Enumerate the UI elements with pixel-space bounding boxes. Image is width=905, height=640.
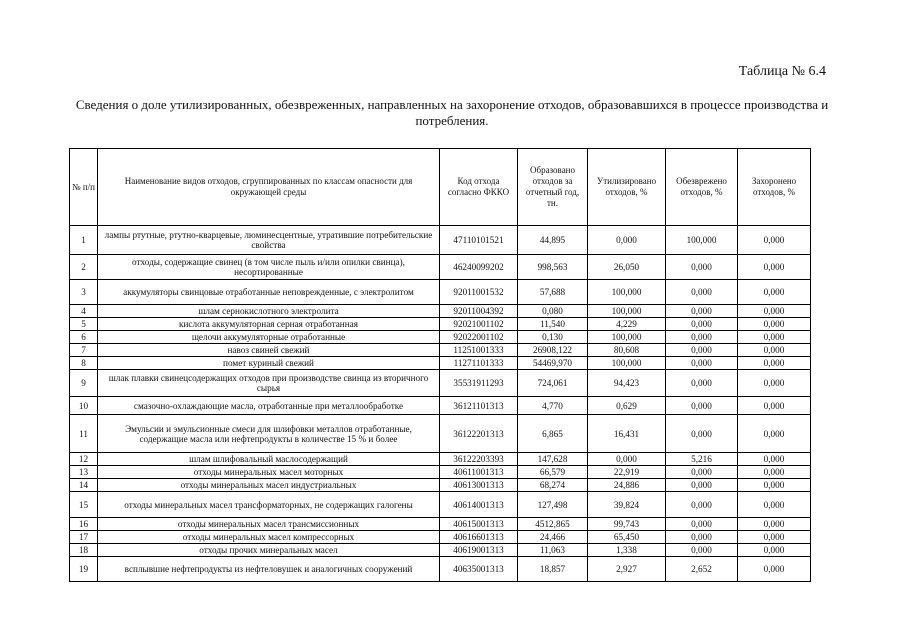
table-row xyxy=(70,544,811,557)
formed-amount: 0,080 xyxy=(518,305,588,318)
waste-code: 40613001313 xyxy=(440,479,518,492)
row-number: 15 xyxy=(70,492,98,518)
utilized-percent: 1,338 xyxy=(588,544,666,557)
row-number: 1 xyxy=(70,226,98,255)
formed-amount: 66,579 xyxy=(518,466,588,479)
utilized-percent: 100,000 xyxy=(588,331,666,344)
buried-percent: 0,000 xyxy=(738,557,811,582)
waste-name: шлам шлифовальный маслосодержащий xyxy=(98,453,440,466)
table-row xyxy=(70,479,811,492)
waste-code: 36121101313 xyxy=(440,397,518,415)
buried-percent: 0,000 xyxy=(738,492,811,518)
row-number: 7 xyxy=(70,344,98,357)
table-row xyxy=(70,344,811,357)
header-cell: Наименование видов отходов, сгруппированных по классам опасности для окружающей среды xyxy=(98,149,440,226)
formed-amount: 11,063 xyxy=(518,544,588,557)
buried-percent: 0,000 xyxy=(738,255,811,280)
formed-amount: 147,628 xyxy=(518,453,588,466)
neutralized-percent: 0,000 xyxy=(666,518,738,531)
neutralized-percent: 0,000 xyxy=(666,305,738,318)
waste-name: отходы минеральных масел трансмиссионных xyxy=(98,518,440,531)
buried-percent: 0,000 xyxy=(738,466,811,479)
waste-code: 46240099202 xyxy=(440,255,518,280)
utilized-percent: 4,229 xyxy=(588,318,666,331)
neutralized-percent: 0,000 xyxy=(666,479,738,492)
neutralized-percent: 2,652 xyxy=(666,557,738,582)
row-number: 18 xyxy=(70,544,98,557)
formed-amount: 11,540 xyxy=(518,318,588,331)
waste-name: отходы, содержащие свинец (в том числе пыль и/или опилки свинца), несортированные xyxy=(98,255,440,280)
neutralized-percent: 0,000 xyxy=(666,415,738,453)
waste-name: отходы минеральных масел компрессорных xyxy=(98,531,440,544)
table-row xyxy=(70,492,811,518)
waste-table xyxy=(69,148,811,582)
buried-percent: 0,000 xyxy=(738,357,811,370)
utilized-percent: 65,450 xyxy=(588,531,666,544)
table-title: Сведения о доле утилизированных, обезвреженных, направленных на захоронение отходов, образовавшихся в процессе производства и потребления. xyxy=(75,97,829,128)
row-number: 5 xyxy=(70,318,98,331)
waste-code: 40635001313 xyxy=(440,557,518,582)
waste-code: 92022001102 xyxy=(440,331,518,344)
buried-percent: 0,000 xyxy=(738,305,811,318)
waste-code: 11271101333 xyxy=(440,357,518,370)
table-row xyxy=(70,318,811,331)
header-cell: Обезврежено отходов, % xyxy=(666,149,738,226)
neutralized-percent: 0,000 xyxy=(666,397,738,415)
table-row xyxy=(70,466,811,479)
utilized-percent: 22,919 xyxy=(588,466,666,479)
utilized-percent: 100,000 xyxy=(588,280,666,305)
row-number: 4 xyxy=(70,305,98,318)
table-number-label: Таблица № 6.4 xyxy=(738,64,826,79)
header-cell: Захоронено отходов, % xyxy=(738,149,811,226)
waste-name: шлак плавки свинецсодержащих отходов при производстве свинца из вторичного сырья xyxy=(98,370,440,397)
utilized-percent: 0,000 xyxy=(588,453,666,466)
table-row xyxy=(70,226,811,255)
neutralized-percent: 100,000 xyxy=(666,226,738,255)
waste-code: 92011001532 xyxy=(440,280,518,305)
buried-percent: 0,000 xyxy=(738,397,811,415)
formed-amount: 998,563 xyxy=(518,255,588,280)
utilized-percent: 16,431 xyxy=(588,415,666,453)
formed-amount: 54469,970 xyxy=(518,357,588,370)
buried-percent: 0,000 xyxy=(738,453,811,466)
waste-code: 40619001313 xyxy=(440,544,518,557)
row-number: 8 xyxy=(70,357,98,370)
row-number: 10 xyxy=(70,397,98,415)
table-row xyxy=(70,531,811,544)
formed-amount: 57,688 xyxy=(518,280,588,305)
utilized-percent: 0,629 xyxy=(588,397,666,415)
waste-code: 36122201313 xyxy=(440,415,518,453)
table-row xyxy=(70,370,811,397)
table-row xyxy=(70,397,811,415)
utilized-percent: 80,608 xyxy=(588,344,666,357)
table-row xyxy=(70,305,811,318)
table-row xyxy=(70,518,811,531)
utilized-percent: 0,000 xyxy=(588,226,666,255)
row-number: 16 xyxy=(70,518,98,531)
waste-name: смазочно-охлаждающие масла, отработанные при металлообработке xyxy=(98,397,440,415)
formed-amount: 4512,865 xyxy=(518,518,588,531)
row-number: 12 xyxy=(70,453,98,466)
utilized-percent: 39,824 xyxy=(588,492,666,518)
buried-percent: 0,000 xyxy=(738,544,811,557)
buried-percent: 0,000 xyxy=(738,226,811,255)
waste-name: шлам сернокислотного электролита xyxy=(98,305,440,318)
waste-name: лампы ртутные, ртутно-кварцевые, люминесцентные, утратившие потребительские свойства xyxy=(98,226,440,255)
table-row xyxy=(70,415,811,453)
table-row xyxy=(70,357,811,370)
utilized-percent: 94,423 xyxy=(588,370,666,397)
buried-percent: 0,000 xyxy=(738,318,811,331)
buried-percent: 0,000 xyxy=(738,479,811,492)
neutralized-percent: 0,000 xyxy=(666,344,738,357)
neutralized-percent: 0,000 xyxy=(666,492,738,518)
utilized-percent: 100,000 xyxy=(588,305,666,318)
waste-name: отходы прочих минеральных масел xyxy=(98,544,440,557)
row-number: 6 xyxy=(70,331,98,344)
neutralized-percent: 0,000 xyxy=(666,318,738,331)
table-row xyxy=(70,557,811,582)
waste-code: 92011004392 xyxy=(440,305,518,318)
buried-percent: 0,000 xyxy=(738,331,811,344)
formed-amount: 68,274 xyxy=(518,479,588,492)
formed-amount: 44,895 xyxy=(518,226,588,255)
waste-name: навоз свиней свежий xyxy=(98,344,440,357)
neutralized-percent: 0,000 xyxy=(666,255,738,280)
waste-code: 47110101521 xyxy=(440,226,518,255)
waste-code: 11251001333 xyxy=(440,344,518,357)
buried-percent: 0,000 xyxy=(738,518,811,531)
row-number: 9 xyxy=(70,370,98,397)
neutralized-percent: 0,000 xyxy=(666,466,738,479)
row-number: 13 xyxy=(70,466,98,479)
row-number: 11 xyxy=(70,415,98,453)
header-cell: Утилизировано отходов, % xyxy=(588,149,666,226)
formed-amount: 724,061 xyxy=(518,370,588,397)
waste-name: аккумуляторы свинцовые отработанные неповрежденные, с электролитом xyxy=(98,280,440,305)
waste-code: 40611001313 xyxy=(440,466,518,479)
header-row xyxy=(70,149,811,226)
formed-amount: 6,865 xyxy=(518,415,588,453)
utilized-percent: 2,927 xyxy=(588,557,666,582)
neutralized-percent: 0,000 xyxy=(666,370,738,397)
waste-code: 92021001102 xyxy=(440,318,518,331)
row-number: 14 xyxy=(70,479,98,492)
waste-name: отходы минеральных масел индустриальных xyxy=(98,479,440,492)
buried-percent: 0,000 xyxy=(738,531,811,544)
row-number: 2 xyxy=(70,255,98,280)
buried-percent: 0,000 xyxy=(738,280,811,305)
buried-percent: 0,000 xyxy=(738,370,811,397)
waste-name: отходы минеральных масел моторных xyxy=(98,466,440,479)
formed-amount: 18,857 xyxy=(518,557,588,582)
neutralized-percent: 5,216 xyxy=(666,453,738,466)
buried-percent: 0,000 xyxy=(738,344,811,357)
row-number: 3 xyxy=(70,280,98,305)
row-number: 19 xyxy=(70,557,98,582)
neutralized-percent: 0,000 xyxy=(666,544,738,557)
neutralized-percent: 0,000 xyxy=(666,357,738,370)
neutralized-percent: 0,000 xyxy=(666,331,738,344)
table-row xyxy=(70,331,811,344)
buried-percent: 0,000 xyxy=(738,415,811,453)
waste-name: щелочи аккумуляторные отработанные xyxy=(98,331,440,344)
waste-code: 35531911293 xyxy=(440,370,518,397)
waste-name: отходы минеральных масел трансформаторных, не содержащих галогены xyxy=(98,492,440,518)
formed-amount: 26908,122 xyxy=(518,344,588,357)
waste-code: 40615001313 xyxy=(440,518,518,531)
formed-amount: 0,130 xyxy=(518,331,588,344)
header-cell: Код отхода согласно ФККО xyxy=(440,149,518,226)
waste-name: помет куриный свежий xyxy=(98,357,440,370)
waste-code: 40616601313 xyxy=(440,531,518,544)
utilized-percent: 24,886 xyxy=(588,479,666,492)
table-row xyxy=(70,280,811,305)
table-row xyxy=(70,255,811,280)
row-number: 17 xyxy=(70,531,98,544)
utilized-percent: 99,743 xyxy=(588,518,666,531)
table-row xyxy=(70,453,811,466)
waste-code: 40614001313 xyxy=(440,492,518,518)
formed-amount: 24,466 xyxy=(518,531,588,544)
neutralized-percent: 0,000 xyxy=(666,531,738,544)
waste-code: 36122203393 xyxy=(440,453,518,466)
waste-name: кислота аккумуляторная серная отработанная xyxy=(98,318,440,331)
formed-amount: 127,498 xyxy=(518,492,588,518)
formed-amount: 4,770 xyxy=(518,397,588,415)
waste-name: Эмульсии и эмульсионные смеси для шлифовки металлов отработанные, содержащие масла или нефтепродукты в количестве 15 % и более xyxy=(98,415,440,453)
utilized-percent: 26,050 xyxy=(588,255,666,280)
utilized-percent: 100,000 xyxy=(588,357,666,370)
header-cell: № п/п xyxy=(70,149,98,226)
waste-name: всплывшие нефтепродукты из нефтеловушек и аналогичных сооружений xyxy=(98,557,440,582)
header-cell: Образовано отходов за отчетный год, тн. xyxy=(518,149,588,226)
neutralized-percent: 0,000 xyxy=(666,280,738,305)
